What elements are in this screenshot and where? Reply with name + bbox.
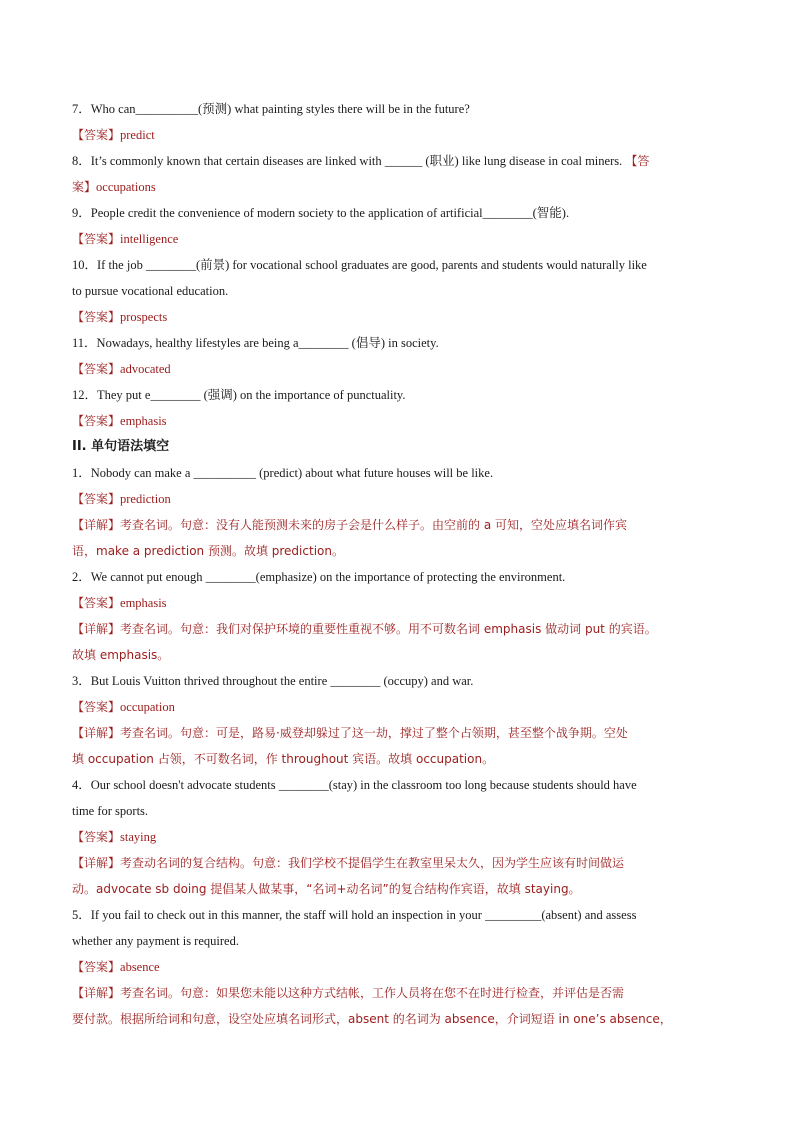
grammar-answer-3 <box>72 694 732 720</box>
detail-label: 【详解】 <box>72 518 121 532</box>
grammar-detail-1-cont <box>72 538 732 564</box>
question-text: 11．Nowadays, healthy lifestyles are being a________ (倡导) in society. <box>72 336 439 350</box>
answer-label: 【答案】 <box>72 362 121 376</box>
answer-text: prospects <box>120 310 168 324</box>
grammar-question-4-cont <box>72 798 732 824</box>
answer-label: 【答案】 <box>72 128 121 142</box>
grammar-question-4 <box>72 772 732 798</box>
answer-text: absence <box>120 960 160 974</box>
answer-10 <box>72 304 732 330</box>
question-text: whether any payment is required. <box>72 934 239 948</box>
detail-text: 考查名词。句意：我们对保护环境的重要性重视不够。用不可数名词 emphasis 做动词 put 的宾语。 <box>120 622 657 636</box>
answer-text: occupation <box>120 700 175 714</box>
answer-label: 【答案】 <box>72 960 121 974</box>
answer-text: emphasis <box>120 414 167 428</box>
question-text: 10．If the job ________(前景) for vocational school graduates are good, parents and students would naturally like <box>72 258 647 272</box>
grammar-question-3 <box>72 668 732 694</box>
grammar-detail-5 <box>72 980 732 1006</box>
question-text: 8．It’s commonly known that certain diseases are linked with ______ (职业) like lung disease in coal miners. <box>72 154 626 168</box>
answer-8 <box>72 174 732 200</box>
question-10 <box>72 252 732 278</box>
answer-label: 【答案】 <box>72 830 121 844</box>
detail-text: 考查名词。句意：如果您未能以这种方式结帐，工作人员将在您不在时进行检查，并评估是否需 <box>120 986 625 1000</box>
grammar-question-2 <box>72 564 732 590</box>
detail-label: 【详解】 <box>72 986 121 1000</box>
grammar-question-1 <box>72 460 732 486</box>
grammar-detail-1 <box>72 512 732 538</box>
detail-label: 【详解】 <box>72 622 121 636</box>
answer-text: advocated <box>120 362 171 376</box>
answer-label: 【答案】 <box>72 414 121 428</box>
answer-label: 【答案】 <box>72 596 121 610</box>
answer-7 <box>72 122 732 148</box>
detail-text: 填 occupation 占领，不可数名词，作 throughout 宾语。故填 occupation。 <box>72 752 495 766</box>
answer-9 <box>72 226 732 252</box>
question-text: time for sports. <box>72 804 149 818</box>
answer-text: predict <box>120 128 155 142</box>
question-8 <box>72 148 732 174</box>
grammar-answer-5 <box>72 954 732 980</box>
grammar-answer-4 <box>72 824 732 850</box>
question-text: 4．Our school doesn't advocate students ________(stay) in the classroom too long because students should have <box>72 778 637 792</box>
answer-label: 【答案】 <box>72 700 121 714</box>
detail-label: 【详解】 <box>72 856 121 870</box>
detail-text: 故填 emphasis。 <box>72 648 170 662</box>
detail-label: 【详解】 <box>72 726 121 740</box>
question-text: 12．They put e________ (强调) on the importance of punctuality. <box>72 388 406 402</box>
answer-text: emphasis <box>120 596 167 610</box>
grammar-detail-5-cont <box>72 1006 732 1032</box>
question-text: 9．People credit the convenience of modern society to the application of artificial________(智能). <box>72 206 570 220</box>
answer-12 <box>72 408 732 434</box>
question-text: 5．If you fail to check out in this manner, the staff will hold an inspection in your _________(absent) and assess <box>72 908 637 922</box>
detail-text: 语，make a prediction 预测。故填 prediction。 <box>72 544 344 558</box>
question-text: 2．We cannot put enough ________(emphasize) on the importance of protecting the environment. <box>72 570 566 584</box>
answer-label: 【答案】 <box>72 232 121 246</box>
answer-text: prediction <box>120 492 171 506</box>
question-11 <box>72 330 732 356</box>
detail-text: 考查名词。句意：没有人能预测未来的房子会是什么样子。由空前的 a 可知，空处应填名词作宾 <box>120 518 628 532</box>
answer-11 <box>72 356 732 382</box>
answer-label: 【答 <box>625 154 650 168</box>
document-page <box>72 96 732 1032</box>
grammar-detail-2-cont <box>72 642 732 668</box>
question-10-cont <box>72 278 732 304</box>
grammar-question-5-cont <box>72 928 732 954</box>
grammar-answer-2 <box>72 590 732 616</box>
question-text: 1．Nobody can make a __________ (predict) about what future houses will be like. <box>72 466 494 480</box>
grammar-question-5 <box>72 902 732 928</box>
answer-text: occupations <box>96 180 156 194</box>
answer-label: 【答案】 <box>72 492 121 506</box>
question-text: to pursue vocational education. <box>72 284 229 298</box>
grammar-detail-4 <box>72 850 732 876</box>
question-9 <box>72 200 732 226</box>
grammar-answer-1 <box>72 486 732 512</box>
question-12 <box>72 382 732 408</box>
grammar-detail-4-cont <box>72 876 732 902</box>
question-7 <box>72 96 732 122</box>
answer-text: staying <box>120 830 157 844</box>
answer-text: intelligence <box>120 232 179 246</box>
section-title: II. 单句语法填空 <box>72 439 170 454</box>
grammar-detail-2 <box>72 616 732 642</box>
grammar-detail-3 <box>72 720 732 746</box>
detail-text: 要付款。根据所给词和句意，设空处应填名词形式，absent 的名词为 absence，介词短语 in one’s absence， <box>72 1012 672 1026</box>
question-text: 3．But Louis Vuitton thrived throughout the entire ________ (occupy) and war. <box>72 674 474 688</box>
answer-label: 案】 <box>72 180 97 194</box>
question-text: 7．Who can__________(预测) what painting styles there will be in the future? <box>72 102 470 116</box>
detail-text: 动。advocate sb doing 提倡某人做某事，“名词+动名词”的复合结构作宾语，故填 staying。 <box>72 882 581 896</box>
grammar-detail-3-cont <box>72 746 732 772</box>
detail-text: 考查动名词的复合结构。句意：我们学校不提倡学生在教室里呆太久，因为学生应该有时间做运 <box>120 856 625 870</box>
answer-label: 【答案】 <box>72 310 121 324</box>
detail-text: 考查名词。句意：可是，路易·威登却躲过了这一劫，撑过了整个占领期，甚至整个战争期。空处 <box>120 726 628 740</box>
